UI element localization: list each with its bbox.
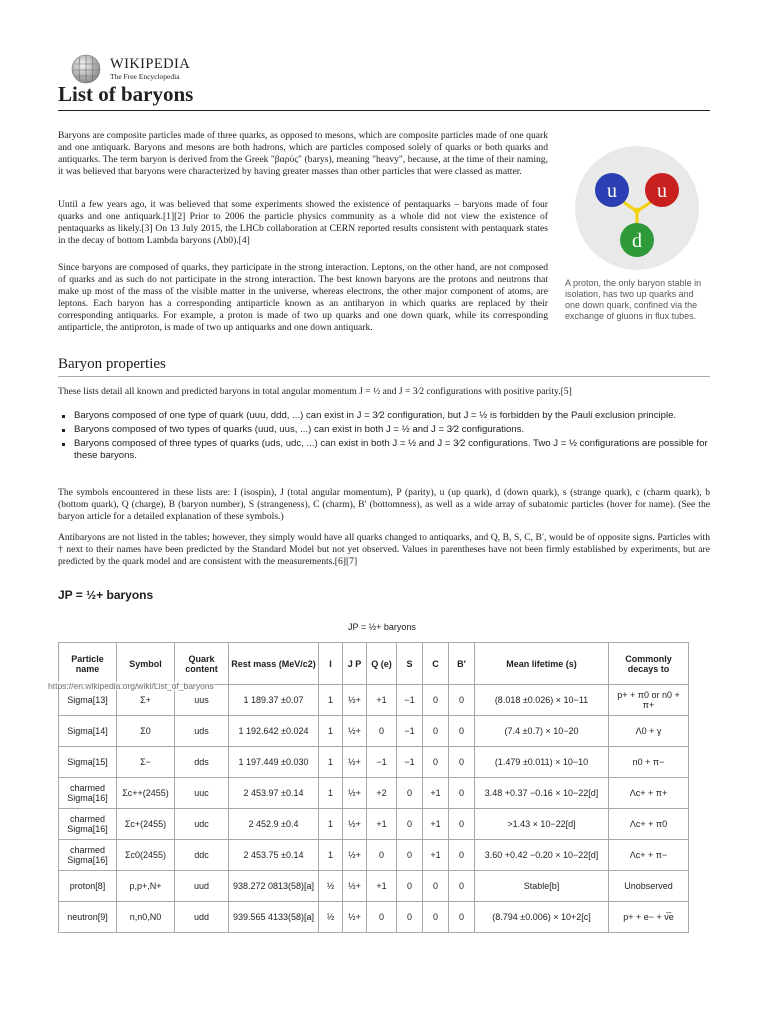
- table-cell: 1 197.449 ±0.030: [229, 747, 319, 778]
- table-cell: ½+: [343, 809, 367, 840]
- table-cell: ½+: [343, 840, 367, 871]
- col-particle-name[interactable]: Particle name: [59, 643, 117, 685]
- table-row: [59, 778, 689, 809]
- quark-label-u1: u: [607, 180, 617, 202]
- table-cell[interactable]: neutron[9]: [59, 902, 117, 933]
- table-cell[interactable]: n0 + π−: [609, 747, 689, 778]
- table-cell: ddc: [175, 840, 229, 871]
- col-rest-mass[interactable]: Rest mass (MeV/c2): [229, 643, 319, 685]
- table-cell[interactable]: p,p+,N+: [117, 871, 175, 902]
- table-cell[interactable]: p+ + e− + ν̅e: [609, 902, 689, 933]
- bullet-dot: [62, 429, 65, 432]
- table-cell: udd: [175, 902, 229, 933]
- table-cell: 0: [423, 871, 449, 902]
- table-cell[interactable]: Λc+ + π−: [609, 840, 689, 871]
- table-row: [59, 716, 689, 747]
- table-cell: ½+: [343, 902, 367, 933]
- table-cell: −1: [397, 716, 423, 747]
- table-cell: (7.4 ±0.7) × 10−20: [475, 716, 609, 747]
- table-cell[interactable]: Σc++(2455): [117, 778, 175, 809]
- table-cell: 1 192.642 ±0.024: [229, 716, 319, 747]
- col-jp[interactable]: J P: [343, 643, 367, 685]
- list-item: [74, 410, 710, 422]
- table-cell: 0: [367, 716, 397, 747]
- table-cell: >1.43 × 10−22[d]: [475, 809, 609, 840]
- col-mean-lifetime[interactable]: Mean lifetime (s): [475, 643, 609, 685]
- table-cell: 0: [449, 778, 475, 809]
- table-cell: +1: [367, 871, 397, 902]
- wikipedia-tagline: The Free Encyclopedia: [110, 72, 180, 81]
- table-cell[interactable]: n,n0,N0: [117, 902, 175, 933]
- table-cell[interactable]: Σ+: [117, 685, 175, 716]
- table-cell: (8.794 ±0.006) × 10+2[c]: [475, 902, 609, 933]
- table-cell: ½: [319, 871, 343, 902]
- table-cell[interactable]: charmed Sigma[16]: [59, 809, 117, 840]
- table-cell: −1: [397, 747, 423, 778]
- table-cell: +1: [423, 809, 449, 840]
- bullet-list: [74, 410, 710, 464]
- col-strangeness[interactable]: S: [397, 643, 423, 685]
- table-cell: 0: [397, 809, 423, 840]
- table-cell[interactable]: Sigma[15]: [59, 747, 117, 778]
- quark-label-u2: u: [657, 180, 667, 202]
- table-cell: 1: [319, 809, 343, 840]
- proton-quark-diagram[interactable]: [571, 145, 703, 271]
- col-decays-to[interactable]: Commonly decays to: [609, 643, 689, 685]
- table-cell: 2 452.9 ±0.4: [229, 809, 319, 840]
- table-cell[interactable]: Σc+(2455): [117, 809, 175, 840]
- table-cell: Stable[b]: [475, 871, 609, 902]
- table-cell: 0: [423, 747, 449, 778]
- table-cell[interactable]: Σc0(2455): [117, 840, 175, 871]
- col-symbol[interactable]: Symbol: [117, 643, 175, 685]
- table-cell[interactable]: Sigma[14]: [59, 716, 117, 747]
- table-cell[interactable]: Λc+ + π+: [609, 778, 689, 809]
- infobox-caption: A proton, the only baryon stable in isolation, has two up quarks and one down quark, confined via the exchange of gluons in flux tubes.: [565, 278, 702, 321]
- infobox: [565, 145, 705, 322]
- url-overlay: https://en.wikipedia.org/wiki/List_of_baryons: [48, 681, 214, 691]
- table-cell: 0: [449, 809, 475, 840]
- table-cell[interactable]: Σ−: [117, 747, 175, 778]
- table-cell: 1: [319, 778, 343, 809]
- list-item-text: Baryons composed of one type of quark (uuu, ddd, ...) can exist in J = 3⁄2 configuration, but J = ½ is forbidden by the Pauli exclusion principle.: [74, 410, 677, 421]
- table-cell: udc: [175, 809, 229, 840]
- bullet-dot: [62, 443, 65, 446]
- table-cell: 2 453.75 ±0.14: [229, 840, 319, 871]
- table-cell: uus: [175, 685, 229, 716]
- intro-paragraph-2: Until a few years ago, it was believed that some experiments showed the existence of pentaquarks – baryons made of four quarks and one antiquark.[1][2] Prior to 2006 the particle physics community as a whole did not view the existence of pentaquarks as likely.[3] On 13 July 2015, the LHCb collaboration at CERN reported results consistent with pentaquark states in the decay of bottom Lambda baryons (Λb0).[4]: [58, 199, 548, 247]
- table-cell: +1: [423, 778, 449, 809]
- table-cell: 0: [367, 902, 397, 933]
- table-cell[interactable]: Λc+ + π0: [609, 809, 689, 840]
- list-item: [74, 424, 710, 436]
- table-cell[interactable]: charmed Sigma[16]: [59, 778, 117, 809]
- table-row: [59, 809, 689, 840]
- table-cell: uud: [175, 871, 229, 902]
- col-isospin[interactable]: I: [319, 643, 343, 685]
- table-cell: ½+: [343, 871, 367, 902]
- table-cell[interactable]: p+ + π0 or n0 + π+: [609, 685, 689, 716]
- table-cell[interactable]: proton[8]: [59, 871, 117, 902]
- table-cell: 0: [397, 871, 423, 902]
- table-cell: 1: [319, 747, 343, 778]
- table-row: [59, 747, 689, 778]
- table-cell: −1: [397, 685, 423, 716]
- wikipedia-wordmark: WIKIPEDIA: [110, 56, 191, 72]
- table-cell: dds: [175, 747, 229, 778]
- table-cell: +1: [423, 840, 449, 871]
- table-cell: uuc: [175, 778, 229, 809]
- table-cell[interactable]: Λ0 + γ: [609, 716, 689, 747]
- table-cell: (1.479 ±0.011) × 10−10: [475, 747, 609, 778]
- table-cell: 0: [397, 840, 423, 871]
- table-cell: 0: [423, 685, 449, 716]
- table-cell: ½+: [343, 685, 367, 716]
- table-cell: 0: [423, 716, 449, 747]
- table-cell: ½+: [343, 747, 367, 778]
- table-cell: 939.565 4133(58)[a]: [229, 902, 319, 933]
- table-cell: 3.48 +0.37 −0.16 × 10−22[d]: [475, 778, 609, 809]
- table-row: [59, 871, 689, 902]
- table-row: [59, 840, 689, 871]
- section-lead: These lists detail all known and predicted baryons in total angular momentum J = ½ and J = 3⁄2 configurations with positive parity.[5]: [58, 386, 572, 397]
- table-cell: 0: [449, 716, 475, 747]
- table-cell: 0: [449, 871, 475, 902]
- table-cell: 0: [449, 902, 475, 933]
- intro-paragraph-1: Baryons are composite particles made of three quarks, as opposed to mesons, which are composite particles made of one quark and one antiquark. Baryons and mesons are both hadrons, which are particles composed solely of quarks or both quarks and antiquarks. The term baryon is derived from the Greek "βαρύς" (barys), meaning "heavy", because, at the time of their naming, it was believed that baryons were characterized by having greater masses than other particles that were classed as matter.: [58, 130, 548, 178]
- table-cell: 0: [423, 902, 449, 933]
- list-item: [74, 438, 710, 462]
- table-cell: 1: [319, 685, 343, 716]
- table-cell: 2 453.97 ±0.14: [229, 778, 319, 809]
- list-item-text: Baryons composed of two types of quarks (uud, uus, ...) can exist in both J = ½ and J = 3⁄2 configurations.: [74, 424, 525, 435]
- list-item-text: Baryons composed of three types of quarks (uds, udc, ...) can exist in both J = ½ and J = 3⁄2 configurations. Two J = ½ configurations are possible for these baryons.: [74, 438, 708, 461]
- table-cell[interactable]: Unobserved: [609, 871, 689, 902]
- table-cell: 938.272 0813(58)[a]: [229, 871, 319, 902]
- section-heading-baryon-properties: Baryon properties: [58, 356, 710, 377]
- table-cell: 0: [367, 840, 397, 871]
- page-title: List of baryons: [58, 82, 710, 111]
- table-cell: 1: [319, 840, 343, 871]
- table-cell: −1: [367, 747, 397, 778]
- col-bottomness[interactable]: B′: [449, 643, 475, 685]
- table-cell: ½+: [343, 716, 367, 747]
- table-cell[interactable]: charmed Sigma[16]: [59, 840, 117, 871]
- col-charm[interactable]: C: [423, 643, 449, 685]
- symbols-paragraph: The symbols encountered in these lists are: I (isospin), J (total angular momentum), P (parity), u (up quark), d (down quark), s (strange quark), c (charm quark), b (bottom quark), Q (charge), B (baryon number), S (strangeness), C (charm), B′ (bottomness), as well as a wide array of subatomic particles (hover for name). (See the baryon article for a detailed explanation of these symbols.): [58, 487, 710, 523]
- quark-label-d: d: [632, 230, 642, 252]
- puzzle-globe-icon: [70, 54, 102, 84]
- table-row: [59, 902, 689, 933]
- col-charge[interactable]: Q (e): [367, 643, 397, 685]
- table-cell: 1: [319, 716, 343, 747]
- table-cell: 3.60 +0.42 −0.20 × 10−22[d]: [475, 840, 609, 871]
- table-cell: 0: [397, 902, 423, 933]
- table-cell[interactable]: Σ0: [117, 716, 175, 747]
- col-quark-content[interactable]: Quark content: [175, 643, 229, 685]
- table-cell: +1: [367, 685, 397, 716]
- subsection-heading: JP = ½+ baryons: [58, 588, 154, 602]
- table-cell: +1: [367, 809, 397, 840]
- table-header-row: [59, 643, 689, 685]
- table-cell: uds: [175, 716, 229, 747]
- table-cell: +2: [367, 778, 397, 809]
- intro-paragraph-3: Since baryons are composed of quarks, they participate in the strong interaction. Leptons, on the other hand, are not composed of quarks and as such do not participate in the strong interaction. The best known baryons are the protons and neutrons that make up most of the mass of the visible matter in the universe, whereas electrons, the other major component of atoms, are leptons. Each baryon has a corresponding antiparticle known as an antibaryon in which quarks are replaced by their corresponding antiquarks. For example, a proton is made of two up quarks and one down quark, while its corresponding antiparticle, the antiproton, is made of two up antiquarks and one down antiquark.: [58, 262, 548, 334]
- table-cell: ½+: [343, 778, 367, 809]
- table-cell: 0: [449, 840, 475, 871]
- table-cell: 0: [449, 685, 475, 716]
- bullet-dot: [62, 415, 65, 418]
- table-cell: 1 189.37 ±0.07: [229, 685, 319, 716]
- table-cell[interactable]: Sigma[13]: [59, 685, 117, 716]
- table-cell: 0: [397, 778, 423, 809]
- table-cell: 0: [449, 747, 475, 778]
- table-cell: ½: [319, 902, 343, 933]
- table-cell: (8.018 ±0.026) × 10−11: [475, 685, 609, 716]
- antibaryons-paragraph: Antibaryons are not listed in the tables; however, they simply would have all quarks changed to antiquarks, and Q, B, S, C, B′, would be of opposite signs. Particles with † next to their names have been predicted by the Standard Model but not yet observed. Values in parentheses have not been firmly established by experiments, but are predicted by the quark model and are consistent with the measurements.[6][7]: [58, 532, 710, 568]
- table-caption: JP = ½+ baryons: [348, 622, 416, 632]
- table-body: [59, 685, 689, 933]
